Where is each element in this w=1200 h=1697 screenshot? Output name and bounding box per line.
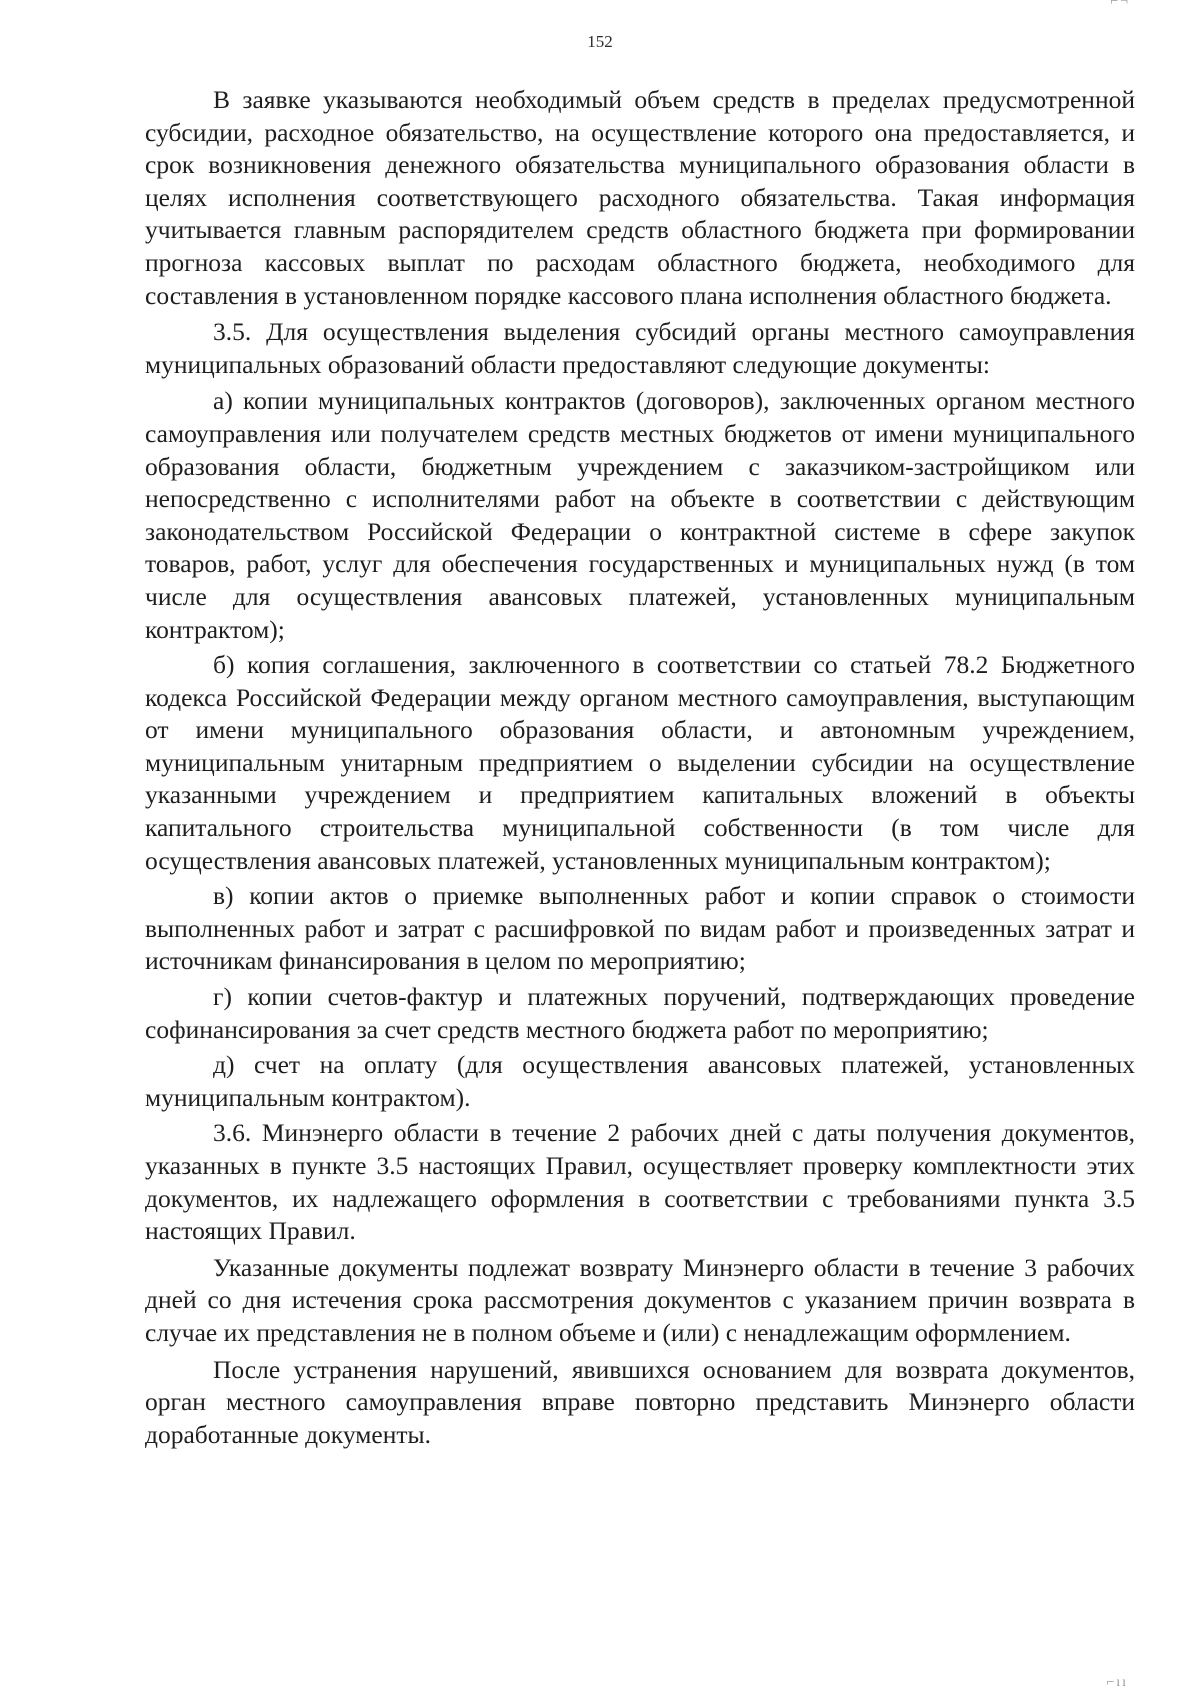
paragraph-application: В заявке указываются необходимый объем средств в пределах предусмотренной субсидии, расходное обязательство, на осуществление которого она предоставляется, и срок возникновения денежного обязательства муниципального образования области в целях исполнения соответствующего расходного обязательства. Такая информация учитывается главным распорядителем средств областного бюджета при формировании прогноза кассовых выплат по расходам областного бюджета, необходимого для составления в установленном порядке кассового плана исполнения областного бюджета. [145,85,1135,310]
document-body [145,84,1135,1455]
paragraph-resubmit: После устранения нарушений, явившихся основанием для возврата документов, орган местного самоуправления вправе повторно представить Минэнерго области доработанные документы. [145,1354,1135,1449]
scan-mark-top: ⌐¬ [1110,0,1130,9]
paragraph-3-6: 3.6. Минэнерго области в течение 2 рабочих дней с даты получения документов, указанных в пункте 3.5 настоящих Правил, осуществляет проверку комплектности этих документов, их надлежащего оформления в соответствии с требованиями пункта 3.5 настоящих Правил. [145,1118,1135,1246]
paragraph-3-5-b: б) копия соглашения, заключенного в соответствии со статьей 78.2 Бюджетного кодекса Российской Федерации между органом местного самоуправления, выступающим от имени муниципального образования области, и автономным учреждением, муниципальным унитарным предприятием о выделении субсидии на осуществление указанными учреждением и предприятием капитальных вложений в объекты капитального строительства муниципальной собственности (в том числе для осуществления авансовых платежей, установленных муниципальным контрактом); [145,650,1135,875]
paragraph-3-5-g: г) копии счетов-фактур и платежных поручений, подтверждающих проведение софинансирования за счет средств местного бюджета работ по мероприятию; [145,982,1135,1044]
paragraph-3-5-a: а) копии муниципальных контрактов (договоров), заключенных органом местного самоуправления или получателем средств местных бюджетов от имени муниципального образования области, бюджетным учреждением с заказчиком-застройщиком или непосредственно с исполнителями работ на объекте в соответствии с действующим законодательством Российской Федерации о контрактной системе в сфере закупок товаров, работ, услуг для обеспечения государственных и муниципальных нужд (в том числе для осуществления авансовых платежей, установленных муниципальным контрактом); [145,386,1135,644]
paragraph-3-5: 3.5. Для осуществления выделения субсидий органы местного самоуправления муниципальных образований области предоставляют следующие документы: [145,317,1135,379]
page-number: 152 [587,32,613,51]
paragraph-3-5-v: в) копии актов о приемке выполненных работ и копии справок о стоимости выполненных работ и затрат с расшифровкой по видам работ и произведенных затрат и источникам финансирования в целом по мероприятию; [145,881,1135,976]
scan-mark-bottom: ⌐ıı [1106,1675,1128,1690]
paragraph-3-5-d: д) счет на оплату (для осуществления авансовых платежей, установленных муниципальным контрактом). [145,1050,1135,1112]
paragraph-return: Указанные документы подлежат возврату Минэнерго области в течение 3 рабочих дней со дня истечения срока рассмотрения документов с указанием причин возврата в случае их представления не в полном объеме и (или) с ненадлежащим оформлением. [145,1252,1135,1347]
